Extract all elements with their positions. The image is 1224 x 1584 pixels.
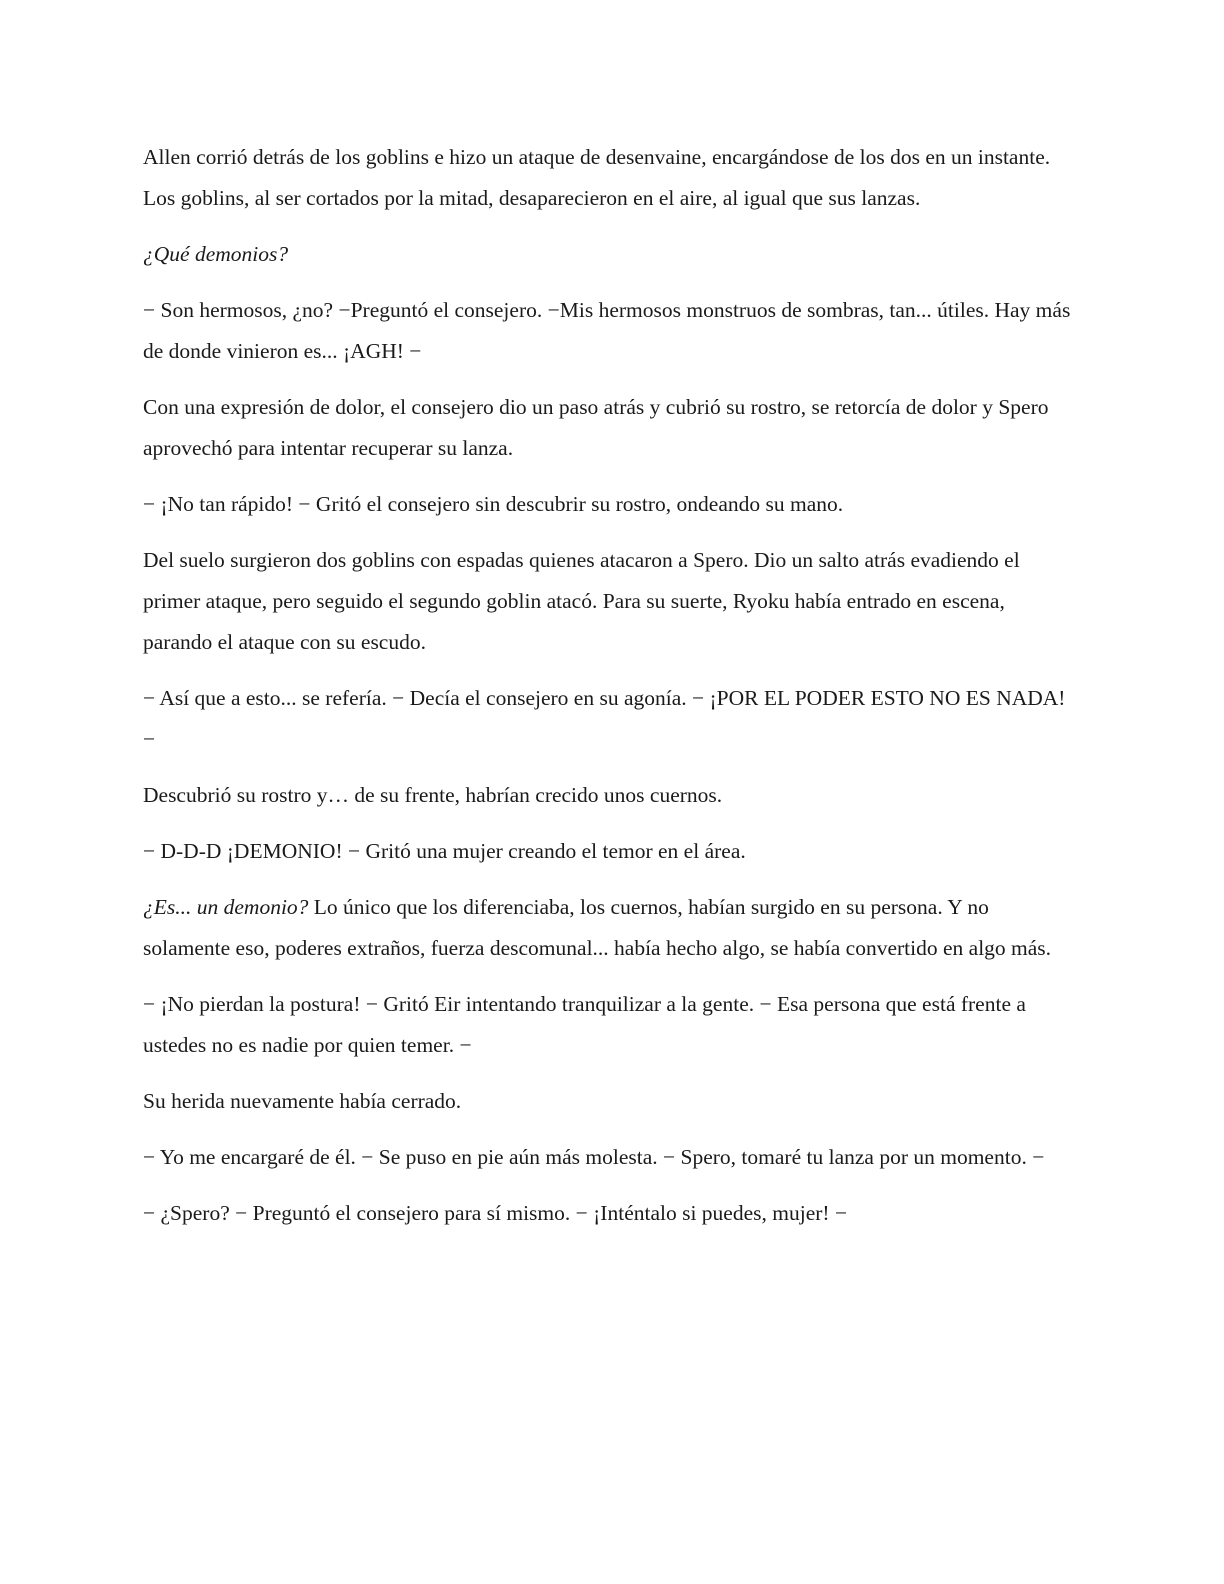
paragraph-text: Lo único que los diferenciaba, los cuernos, habían surgido en su persona. Y no solamente eso, poderes extraños, fuerza descomunal... había hecho algo, se había convertido en algo más. [143, 895, 1052, 960]
paragraph-text: − ¡No pierdan la postura! − Gritó Eir intentando tranquilizar a la gente. − Esa persona que está frente a ustedes no es nadie por quien temer. − [143, 992, 1026, 1057]
paragraph-text: − Son hermosos, ¿no? −Preguntó el consejero. −Mis hermosos monstruos de sombras, tan... útiles. Hay más de donde vinieron es... ¡AGH! − [143, 298, 1071, 363]
paragraph-text: − ¡No tan rápido! − Gritó el consejero sin descubrir su rostro, ondeando su mano. [143, 492, 844, 516]
italic-thought: ¿Es... un demonio? [143, 895, 309, 919]
italic-thought: ¿Qué demonios? [143, 242, 289, 266]
paragraph-text: − Yo me encargaré de él. − Se puso en pie aún más molesta. − Spero, tomaré tu lanza por un momento. − [143, 1145, 1045, 1169]
paragraph-text: Allen corrió detrás de los goblins e hizo un ataque de desenvaine, encargándose de los dos en un instante. Los goblins, al ser cortados por la mitad, desaparecieron en el aire, al igual que sus lanzas. [143, 145, 1051, 210]
paragraph [143, 984, 1073, 1066]
paragraph [143, 678, 1073, 760]
paragraph [143, 484, 1073, 525]
paragraph [143, 290, 1073, 372]
story-text [143, 137, 1073, 1249]
paragraph-text: − D-D-D ¡DEMONIO! − Gritó una mujer creando el temor en el área. [143, 839, 746, 863]
paragraph [143, 1193, 1073, 1234]
paragraph-text: Con una expresión de dolor, el consejero dio un paso atrás y cubrió su rostro, se retorcía de dolor y Spero aprovechó para intentar recuperar su lanza. [143, 395, 1049, 460]
paragraph-text: Su herida nuevamente había cerrado. [143, 1089, 462, 1113]
paragraph-text: Del suelo surgieron dos goblins con espadas quienes atacaron a Spero. Dio un salto atrás evadiendo el primer ataque, pero seguido el segundo goblin atacó. Para su suerte, Ryoku había entrado en escena, parando el ataque con su escudo. [143, 548, 1020, 654]
paragraph [143, 137, 1073, 219]
paragraph-text: − Así que a esto... se refería. − Decía el consejero en su agonía. − ¡POR EL PODER ESTO NO ES NADA! − [143, 686, 1066, 751]
paragraph [143, 1137, 1073, 1178]
paragraph [143, 1081, 1073, 1122]
paragraph [143, 887, 1073, 969]
paragraph-thought [143, 234, 1073, 275]
paragraph [143, 387, 1073, 469]
paragraph-text: − ¿Spero? − Preguntó el consejero para sí mismo. − ¡Inténtalo si puedes, mujer! − [143, 1201, 848, 1225]
paragraph [143, 831, 1073, 872]
paragraph [143, 540, 1073, 663]
paragraph-text: Descubrió su rostro y… de su frente, habrían crecido unos cuernos. [143, 783, 723, 807]
paragraph [143, 775, 1073, 816]
